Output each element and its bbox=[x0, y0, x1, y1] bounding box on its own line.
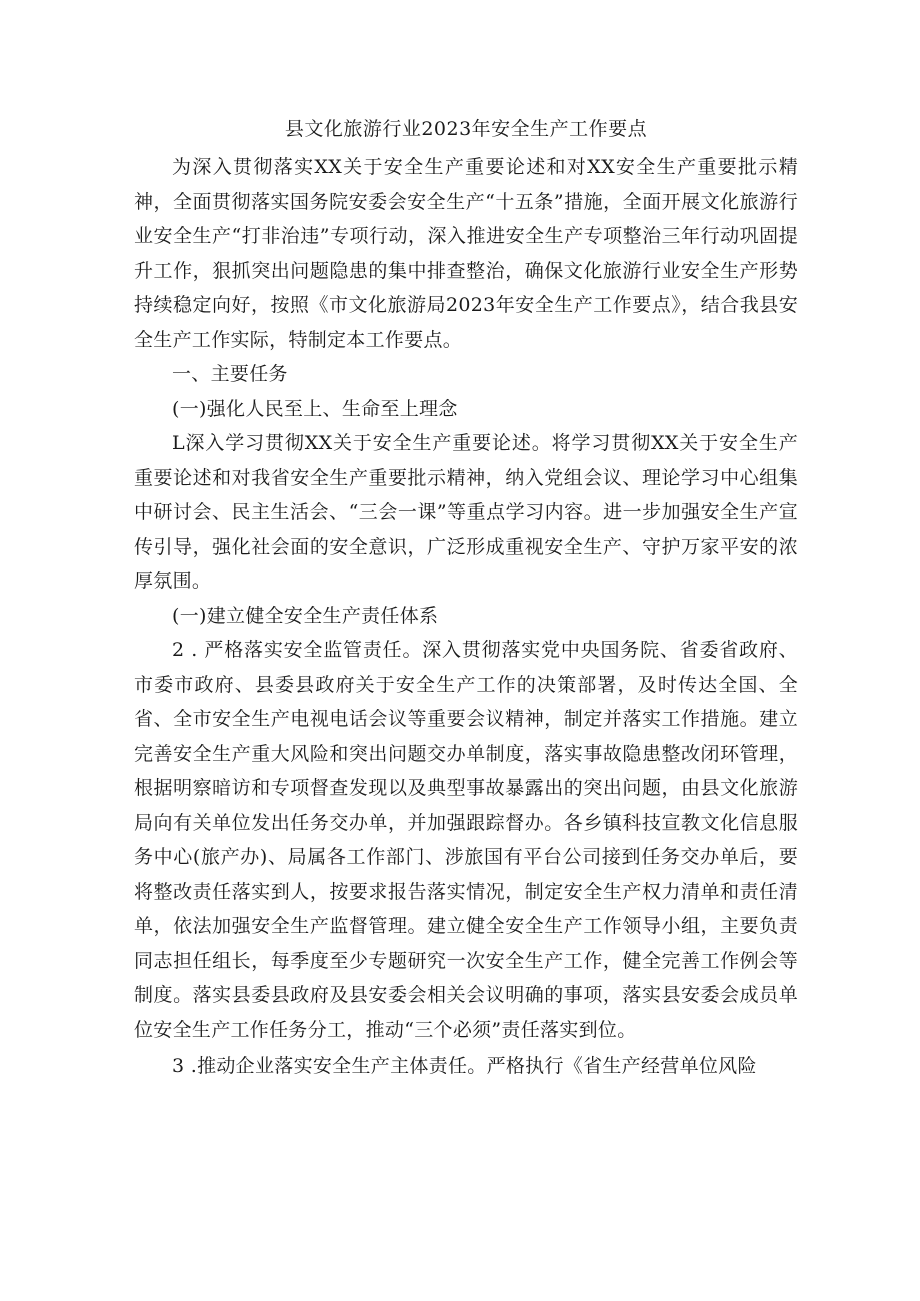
item-paragraph-1: L深入学习贯彻XX关于安全生产重要论述。将学习贯彻XX关于安全生产重要论述和对我省安全生产重要批示精神，纳入党组会议、理论学习中心组集中研讨会、民主生活会、“三会一课”等重点学习内容。进一步加强安全生产宣传引导，强化社会面的安全意识，广泛形成重视安全生产、守护万家平安的浓厚氛围。 bbox=[134, 432, 798, 592]
intro-paragraph: 为深入贯彻落实XX关于安全生产重要论述和对XX安全生产重要批示精神，全面贯彻落实国务院安委会安全生产“十五条”措施，全面开展文化旅游行业安全生产“打非治违”专项行动，深入推进安全生产专项整治三年行动巩固提升工作，狠抓突出问题隐患的集中排查整治，确保文化旅游行业安全生产形势持续稳定向好，按照《市文化旅游局2023年安全生产工作要点》，结合我县安全生产工作实际，特制定本工作要点。 bbox=[134, 156, 798, 351]
item-paragraph-3: 3 .推动企业落实安全生产主体责任。严格执行《省生产经营单位风险 bbox=[172, 1055, 757, 1077]
document-page bbox=[134, 112, 798, 1084]
subsection-heading-2: (一)建立健全安全生产责任体系 bbox=[172, 604, 439, 627]
subsection-heading-1: (一)强化人民至上、生命至上理念 bbox=[172, 397, 458, 420]
document-title: 县文化旅游行业2023年安全生产工作要点 bbox=[284, 118, 648, 140]
section-heading-main-tasks: 一、主要任务 bbox=[172, 363, 288, 385]
item-paragraph-2: 2 . 严格落实安全监管责任。深入贯彻落实党中央国务院、省委省政府、市委市政府、县委县政府关于安全生产工作的决策部署，及时传达全国、全省、全市安全生产电视电话会议等重要会议精神，制定并落实工作措施。建立完善安全生产重大风险和突出问题交办单制度，落实事故隐患整改闭环管理，根据明察暗访和专项督查发现以及典型事故暴露出的突出问题，由县文化旅游局向有关单位发出任务交办单，并加强跟踪督办。各乡镇科技宣教文化信息服务中心(旅产办)、局属各工作部门、涉旅国有平台公司接到任务交办单后，要将整改责任落实到人，按要求报告落实情况，制定安全生产权力清单和责任清单，依法加强安全生产监督管理。建立健全安全生产工作领导小组，主要负责同志担任组长，每季度至少专题研究一次安全生产工作，健全完善工作例会等制度。落实县委县政府及县安委会相关会议明确的事项，落实县安委会成员单位安全生产工作任务分工，推动“三个必须”责任落实到位。 bbox=[134, 639, 798, 1041]
